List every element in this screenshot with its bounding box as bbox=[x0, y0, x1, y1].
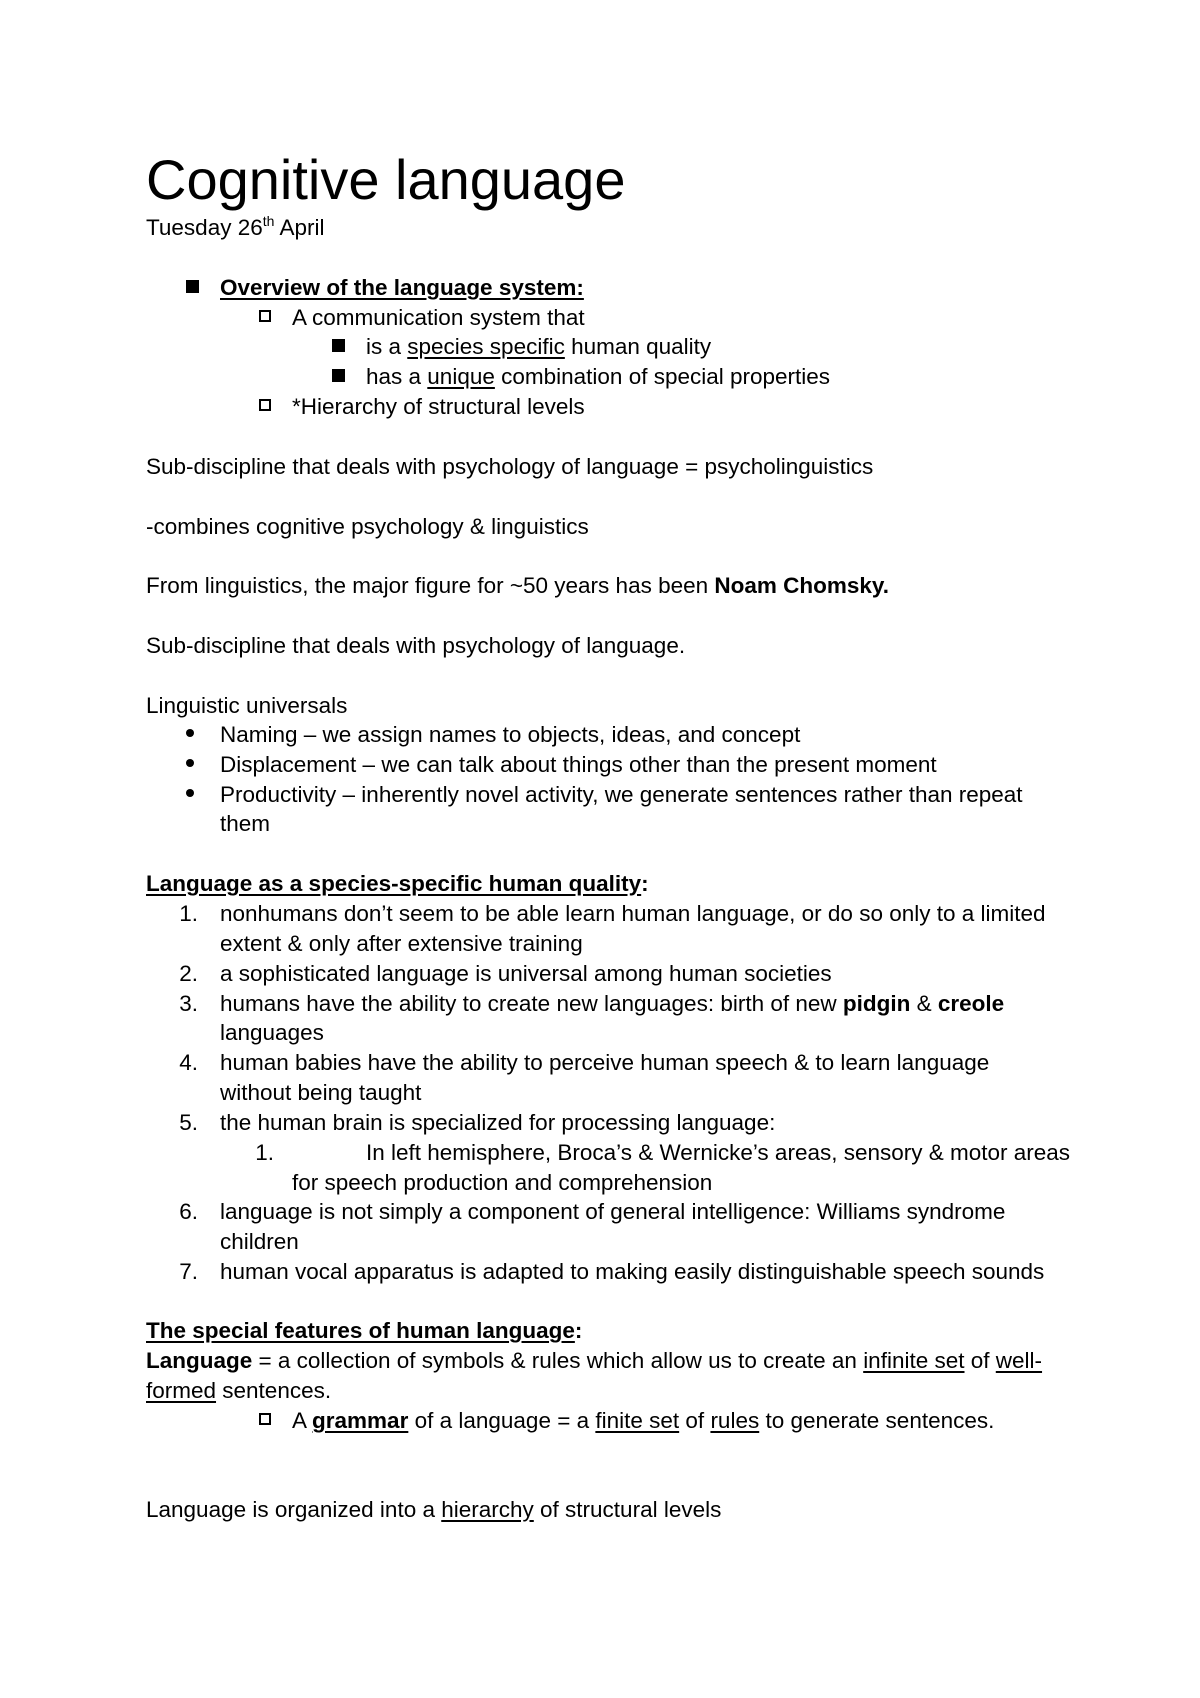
list-number: 5. bbox=[179, 1110, 198, 1135]
bullet-dot-icon bbox=[186, 729, 194, 737]
list-item: Productivity – inherently novel activity, we generate sentences rather than repeat bbox=[220, 782, 1023, 807]
empty-square-bullet-icon bbox=[259, 399, 271, 411]
section-heading: The special features of human language: bbox=[146, 1318, 583, 1343]
overview-item-1: A communication system that bbox=[292, 305, 585, 330]
numbered-item: human vocal apparatus is adapted to making easily distinguishable speech sounds bbox=[220, 1259, 1045, 1284]
numbered-sub-item: In left hemisphere, Broca’s & Wernicke’s areas, sensory & motor areas bbox=[366, 1140, 1071, 1165]
filled-square-bullet-icon bbox=[332, 369, 345, 382]
paragraph: From linguistics, the major figure for ~50 years has been Noam Chomsky. bbox=[146, 573, 890, 598]
filled-square-bullet-icon bbox=[332, 339, 345, 352]
list-number: 3. bbox=[179, 991, 198, 1016]
numbered-item-continuation: extent & only after extensive training bbox=[220, 931, 583, 956]
paragraph: Sub-discipline that deals with psychology of language. bbox=[146, 633, 686, 658]
section-heading: Linguistic universals bbox=[146, 693, 348, 718]
numbered-item: human babies have the ability to perceive human speech & to learn language bbox=[220, 1050, 990, 1075]
list-item: Displacement – we can talk about things other than the present moment bbox=[220, 752, 937, 777]
date-line bbox=[146, 213, 325, 240]
filled-square-bullet-icon bbox=[186, 280, 199, 293]
numbered-item-continuation: without being taught bbox=[220, 1080, 422, 1105]
numbered-sub-item-continuation: for speech production and comprehension bbox=[292, 1170, 713, 1195]
list-number: 4. bbox=[179, 1050, 198, 1075]
grammar-line: A grammar of a language = a finite set of rules to generate sentences. bbox=[292, 1408, 995, 1433]
paragraph: -combines cognitive psychology & linguistics bbox=[146, 514, 589, 539]
date-day: Tuesday 26 bbox=[146, 215, 263, 240]
empty-square-bullet-icon bbox=[259, 1413, 271, 1425]
definition-line: Language = a collection of symbols & rules which allow us to create an infinite set of well- bbox=[146, 1348, 1043, 1373]
paragraph: Sub-discipline that deals with psychology of language = psycholinguistics bbox=[146, 454, 874, 479]
numbered-item: humans have the ability to create new languages: birth of new pidgin & creole bbox=[220, 991, 1005, 1016]
list-item-continuation: them bbox=[220, 811, 271, 836]
overview-sub-item-b: has a unique combination of special properties bbox=[366, 364, 831, 389]
bullet-dot-icon bbox=[186, 789, 194, 797]
list-number: 1. bbox=[255, 1140, 274, 1165]
numbered-item-continuation: children bbox=[220, 1229, 299, 1254]
definition-line-continuation: formed sentences. bbox=[146, 1378, 332, 1403]
empty-square-bullet-icon bbox=[259, 310, 271, 322]
numbered-item: language is not simply a component of general intelligence: Williams syndrome bbox=[220, 1199, 1006, 1224]
section-heading: Language as a species-specific human quality: bbox=[146, 871, 649, 896]
page-title: Cognitive language bbox=[146, 148, 626, 211]
list-number: 7. bbox=[179, 1259, 198, 1284]
numbered-item: a sophisticated language is universal among human societies bbox=[220, 961, 832, 986]
overview-sub-item-a: is a species specific human quality bbox=[366, 334, 712, 359]
bullet-dot-icon bbox=[186, 759, 194, 767]
list-number: 2. bbox=[179, 961, 198, 986]
overview-item-2: *Hierarchy of structural levels bbox=[292, 394, 585, 419]
numbered-item: the human brain is specialized for processing language: bbox=[220, 1110, 776, 1135]
date-ordinal: th bbox=[262, 213, 275, 229]
list-item: Naming – we assign names to objects, ideas, and concept bbox=[220, 722, 801, 747]
numbered-item-continuation: languages bbox=[220, 1020, 324, 1045]
overview-heading: Overview of the language system: bbox=[220, 275, 584, 300]
list-number: 6. bbox=[179, 1199, 198, 1224]
closing-paragraph: Language is organized into a hierarchy of structural levels bbox=[146, 1497, 722, 1522]
list-number: 1. bbox=[179, 901, 198, 926]
numbered-item: nonhumans don’t seem to be able learn human language, or do so only to a limited bbox=[220, 901, 1046, 926]
date-month: April bbox=[274, 215, 325, 240]
